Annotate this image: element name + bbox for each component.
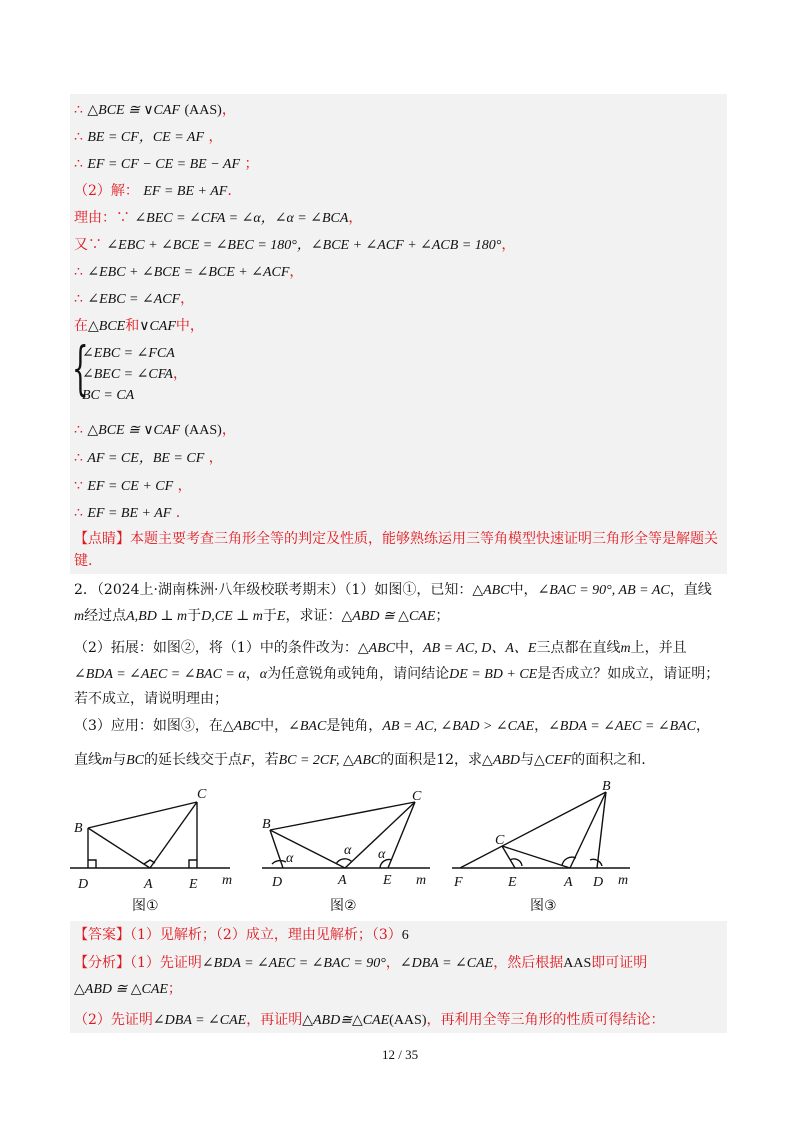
math-expression: BC = 2CF, △ABC (278, 753, 381, 768)
math-expression: EF = BE + AF (143, 184, 228, 199)
question-text: ， (696, 718, 711, 734)
also-label: 又∵ (74, 237, 102, 253)
math-expression: m (620, 641, 631, 656)
fig3-segment-BD (597, 792, 606, 868)
question-text: ； (435, 608, 450, 624)
question-text: 的面积之和. (571, 752, 646, 768)
fig2-label-m: m (416, 873, 427, 888)
math-expression: ∠BAC = 90°, AB = AC (537, 583, 670, 598)
question-text: 为任意锐角或钝角，请问结论 (267, 666, 450, 682)
fig2-label-alpha-a: α (344, 843, 352, 858)
math-expression: F (242, 753, 251, 768)
math-expression: ∠BDA = ∠AEC = ∠BAC = 90° (201, 956, 386, 971)
math-expression: △ABC (357, 641, 396, 656)
analysis-text: ； (167, 981, 182, 997)
analysis-line (74, 1010, 665, 1031)
math-expression: EF = BE + AF (87, 506, 172, 521)
answer-line (74, 925, 409, 946)
answer-tag: 【答案】 (74, 927, 130, 943)
page-number (0, 1047, 800, 1063)
math-expression: ∠BEC = ∠CFA (82, 367, 173, 382)
math-expression: D,CE ⊥ m (201, 609, 263, 624)
question-line (74, 750, 724, 771)
punctuation: ， (221, 102, 236, 118)
math-tail: (AAS) (184, 103, 222, 118)
question-line (74, 664, 724, 685)
reason-line (74, 208, 362, 229)
proof-line (74, 100, 236, 121)
fig2-label-B: B (262, 817, 271, 832)
punctuation: ， (180, 291, 195, 307)
punctuation: ， (289, 264, 304, 280)
question-text: 是否成立？如成立，请证明； (537, 666, 720, 682)
math-expression: E (276, 609, 286, 624)
question-line (74, 716, 724, 737)
fig1-label-B: B (74, 821, 83, 836)
fig2-label-alpha-e: α (378, 847, 386, 862)
fig1-label-m: m (222, 873, 233, 888)
math-expression: ∠DBA = ∠CAE (152, 1013, 247, 1028)
math-expression: ∠EBC + ∠BCE = ∠BEC = 180°，∠BCE + ∠ACF + ∠ACB = 180° (106, 238, 502, 253)
analysis-line (74, 953, 647, 974)
math-expression: △BCE ≅ ∨CAF (87, 423, 181, 438)
fig1-segment-BA (88, 828, 150, 868)
proof-line (74, 448, 223, 469)
comment-text: 本题主要考查三角形全等的判定及性质，能够熟练运用三等角模型快速证明三角形全等是解题关 (130, 531, 718, 547)
comment-line (74, 551, 92, 571)
proof-line (74, 127, 222, 148)
punctuation: ， (177, 478, 192, 494)
question-text: ，求证： (285, 608, 342, 624)
fig2-segment-BC (270, 802, 415, 830)
fig3-segment-CA (502, 846, 570, 868)
fig1-label-E: E (189, 877, 198, 892)
math-expression: ∠DBA = ∠CAE (399, 956, 494, 971)
math-expression: ∠EBC = ∠ACF (87, 292, 181, 307)
fig2-label-E: E (383, 873, 392, 888)
reason-label: 理由：∵ (74, 210, 130, 226)
question-text: 中， (395, 640, 424, 656)
left-brace-icon: { (72, 334, 89, 402)
question-text: 与 (112, 752, 127, 768)
math-expression: △CEF (534, 753, 572, 768)
comment-text: 键. (74, 553, 93, 569)
current-page: 12 (381, 1047, 395, 1062)
question-line (74, 638, 724, 659)
fig3-label-B: B (602, 780, 611, 794)
math-expression: △ABC (472, 583, 510, 598)
math-expression: BE = CF，CE = AF (87, 130, 205, 145)
math-expression: AB = AC, D、A、E (423, 641, 537, 656)
question-text: 直线 (74, 752, 102, 768)
question-text: 的面积是12，求 (380, 752, 483, 768)
math-expression: △ABD ≅ △CAE (341, 609, 436, 624)
therefore-symbol: ∴ (74, 264, 83, 280)
fig1-right-angle-E (189, 860, 197, 868)
answer-text: （1）见解析；（2）成立，理由见解析；（3） (130, 927, 402, 943)
therefore-symbol: ∴ (74, 102, 83, 118)
question-text: 的延长线交于点 (144, 752, 243, 768)
in-label: 在 (74, 318, 88, 334)
also-line (74, 235, 515, 256)
fig2-label-C: C (412, 789, 422, 804)
fig1-label-D: D (78, 877, 89, 892)
proof-line (74, 154, 258, 175)
math-expression: α (259, 667, 268, 682)
analysis-text: （2）先证明 (74, 1012, 153, 1028)
math-expression: ∠BAC (288, 719, 327, 734)
part2-label: （2）解： (74, 183, 139, 199)
analysis-line (74, 979, 182, 1000)
math-expression: AAS (563, 956, 592, 971)
math-expression: ∠EBC + ∠BCE = ∠BCE + ∠ACF (87, 265, 290, 280)
fig3-label-F: F (454, 875, 463, 890)
fig1-label-A: A (144, 877, 153, 892)
fig3-angle-D (590, 859, 602, 866)
math-expression: △BCE ≅ ∨CAF (87, 103, 181, 118)
fig3-segment-AB (570, 792, 606, 868)
fig3-label-D: D (593, 875, 604, 890)
question-text: 是钝角， (326, 718, 383, 734)
triangle-name: △BCE (88, 319, 126, 334)
proof-line (74, 289, 194, 310)
math-expression: AB = AC, ∠BAD > ∠CAE (382, 719, 535, 734)
question-text: 若不成立，请说明理由； (74, 691, 228, 707)
math-expression: EF = CF − CE = BE − AF (87, 157, 241, 172)
system-row (82, 364, 187, 385)
math-expression: A,BD ⊥ m (126, 609, 188, 624)
therefore-symbol: ∴ (74, 505, 83, 521)
math-expression: BC (126, 753, 145, 768)
triangle-name: ∨CAF (139, 319, 176, 334)
punctuation: ， (173, 366, 187, 382)
punctuation: . (227, 183, 232, 199)
proof-line (74, 503, 180, 524)
punctuation: ， (348, 210, 363, 226)
fig3-label-C: C (495, 833, 505, 848)
proof-line (74, 262, 303, 283)
therefore-symbol: ∴ (74, 422, 83, 438)
total-pages: 35 (405, 1047, 419, 1062)
fig3-label-A: A (564, 875, 573, 890)
math-expression: BC = CA (82, 388, 135, 403)
math-expression: EF = CE + CF (87, 479, 174, 494)
geometry-figures (0, 780, 800, 920)
proof-line (74, 476, 192, 497)
fig2-angle-D (272, 861, 286, 864)
question-text: 上，并且 (630, 640, 687, 656)
analysis-text: ，然后根据 (493, 955, 564, 971)
math-expression: ∠BDA = ∠AEC = ∠BAC = α (74, 667, 246, 682)
math-expression: △ABD ≅ △CAE (74, 982, 168, 997)
question-text: ， (245, 666, 260, 682)
question-text: 与 (520, 752, 535, 768)
question-text: ，若 (250, 752, 279, 768)
fig3-caption: 图③ (530, 898, 557, 914)
math-expression: ∠EBC = ∠FCA (82, 346, 175, 361)
math-expression: DE = BD + CE (449, 667, 538, 682)
math-expression: ∠BEC = ∠CFA = ∠α，∠α = ∠BCA (134, 211, 349, 226)
analysis-text: ，再证明 (246, 1012, 303, 1028)
math-expression: △ABD≅△CAE (302, 1013, 390, 1028)
question-text: 三点都在直线 (536, 640, 621, 656)
analysis-tag: 【分析】 (74, 955, 130, 971)
in-triangles-line (74, 316, 204, 337)
question-text: 2．（2024上·湖南株洲·八年级校联考期末）（1）如图①，已知： (74, 582, 473, 598)
analysis-text: ，再利用全等三角形的性质可得结论： (426, 1012, 665, 1028)
math-tail: (AAS) (184, 423, 222, 438)
answer-value: 6 (401, 928, 409, 943)
question-text: ， (534, 718, 549, 734)
punctuation: ， (208, 450, 223, 466)
fig2-label-D: D (272, 875, 283, 890)
question-text: 中， (260, 718, 289, 734)
fig1-label-C: C (197, 787, 207, 802)
question-text: 中， (509, 582, 538, 598)
page-separator: / (398, 1047, 402, 1062)
punctuation: ， (221, 422, 236, 438)
punctuation: ， (501, 237, 516, 253)
proof-line (74, 420, 236, 441)
system-row (82, 385, 134, 406)
system-row (82, 343, 175, 364)
therefore-symbol: ∴ (74, 291, 83, 307)
therefore-symbol: ∴ (74, 156, 83, 172)
question-text: （3）应用：如图③，在 (74, 718, 223, 734)
fig1-right-angle-D (88, 860, 96, 868)
analysis-text: ， (385, 955, 400, 971)
comment-tag: 【点睛】 (74, 531, 130, 547)
math-expression: AF = CE，BE = CF (87, 451, 205, 466)
fig2-caption: 图② (330, 898, 357, 914)
question-text: 于 (187, 608, 202, 624)
math-expression: ∠BDA = ∠AEC = ∠BAC (548, 719, 697, 734)
math-expression: m (74, 609, 85, 624)
math-expression: m (102, 753, 113, 768)
fig3-label-E: E (508, 875, 517, 890)
comment-line (74, 529, 718, 549)
and-label: 和 (125, 318, 140, 334)
question-text: 经过点 (84, 608, 127, 624)
in-end-label: 中， (175, 318, 204, 334)
math-expression: (AAS) (389, 1013, 427, 1028)
question-line (74, 606, 724, 627)
analysis-text: 即可证明 (591, 955, 648, 971)
fig2-label-A: A (338, 873, 347, 888)
therefore-symbol: ∴ (74, 129, 83, 145)
math-expression: △ABD (482, 753, 521, 768)
question-text: ，直线 (669, 582, 712, 598)
part2-heading (74, 181, 232, 202)
punctuation: . (175, 505, 181, 521)
question-line (74, 689, 724, 709)
fig3-label-m: m (618, 873, 629, 888)
therefore-symbol: ∴ (74, 450, 83, 466)
punctuation: ， (208, 129, 223, 145)
question-text: （2）拓展：如图②，将（1）中的条件改为： (74, 640, 358, 656)
punctuation: ； (244, 156, 259, 172)
because-symbol: ∵ (74, 478, 83, 494)
analysis-text: （1）先证明 (130, 955, 202, 971)
math-expression: △ABC (222, 719, 261, 734)
question-line (74, 580, 724, 601)
fig2-segment-EC (388, 802, 415, 868)
fig1-caption: 图① (132, 898, 159, 914)
question-text: 于 (262, 608, 277, 624)
fig2-label-alpha-d: α (286, 851, 294, 866)
